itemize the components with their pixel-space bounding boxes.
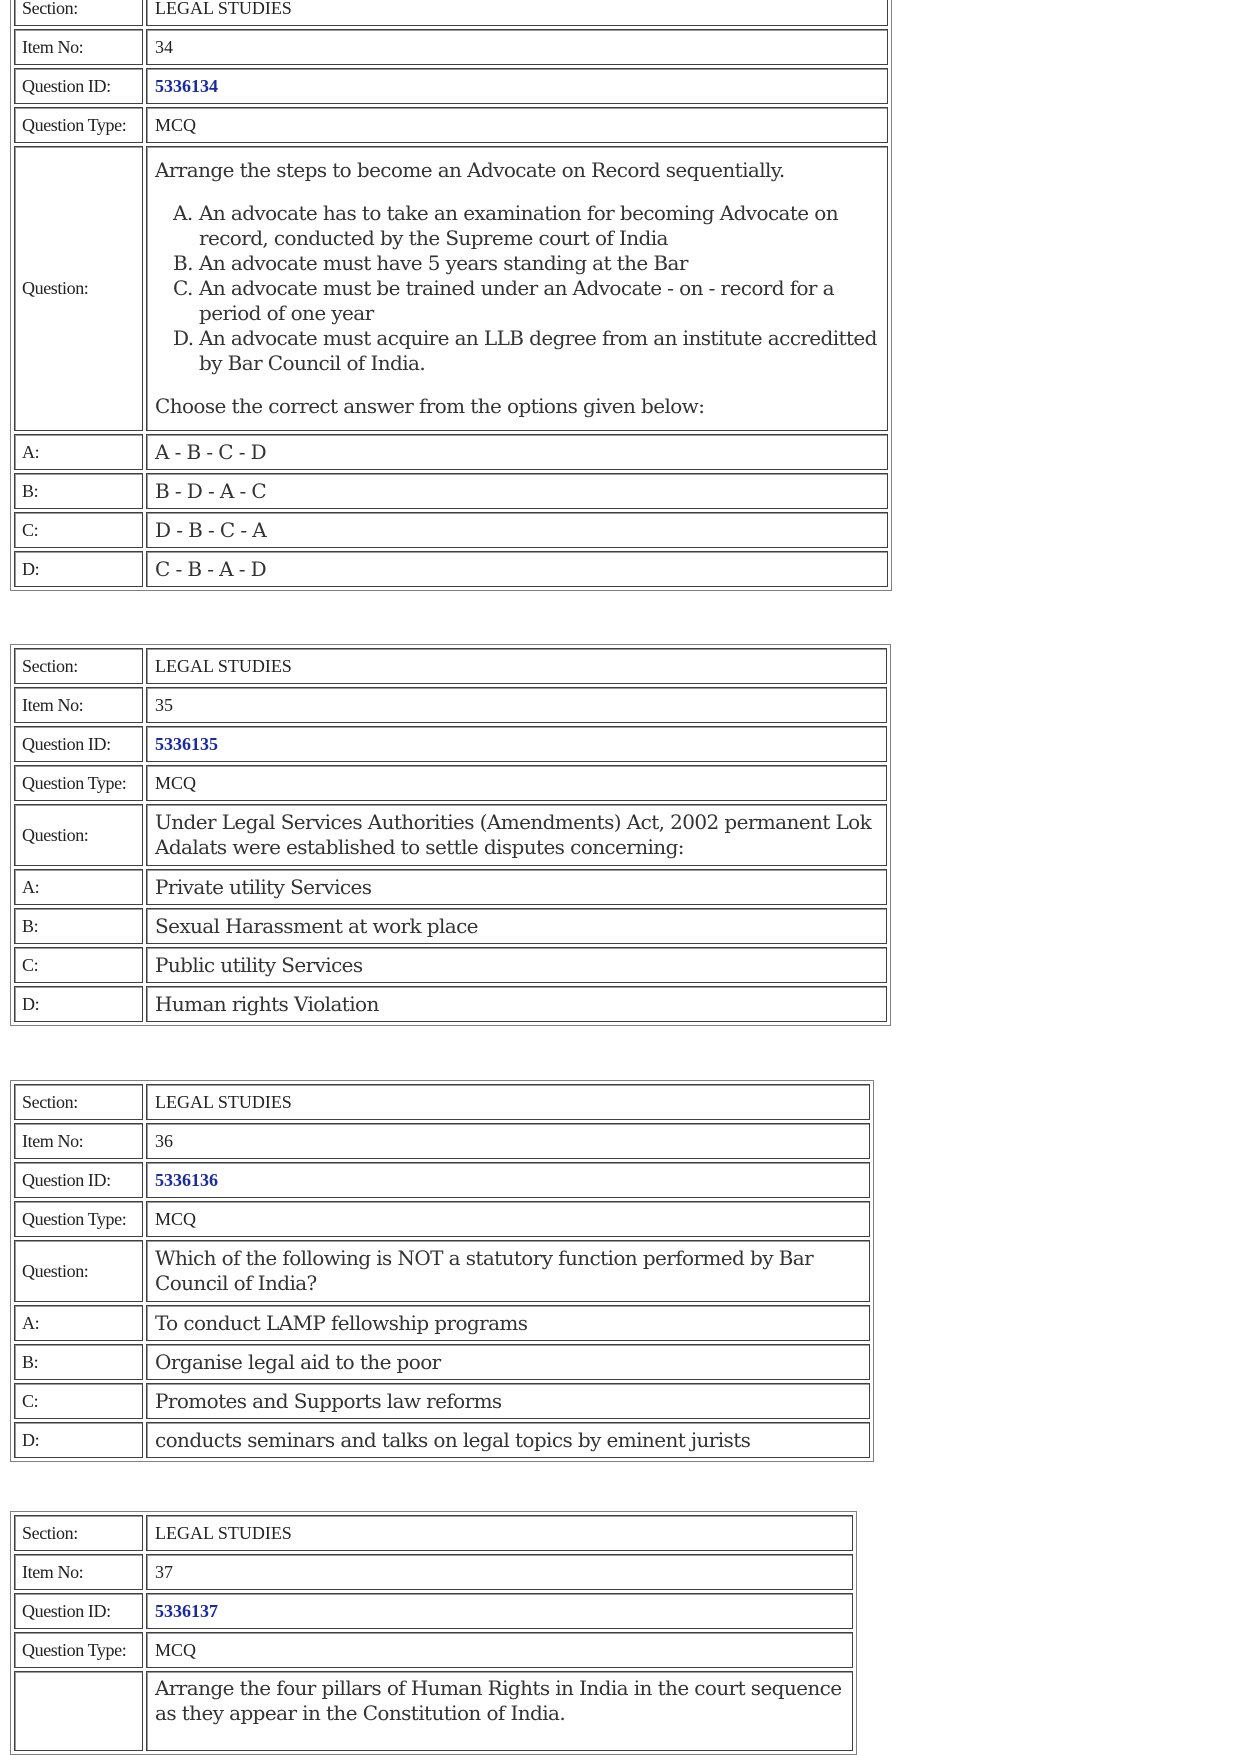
- question-row: [14, 146, 888, 431]
- question-id-label: Question ID:: [14, 1162, 143, 1198]
- option-b-label: B:: [14, 473, 143, 509]
- option-row-b: [14, 908, 887, 944]
- section-value: LEGAL STUDIES: [146, 648, 887, 684]
- question-type-label: Question Type:: [14, 765, 143, 801]
- item-no-row: [14, 687, 887, 723]
- option-row-b: [14, 1344, 870, 1380]
- question-type-value: MCQ: [146, 107, 888, 143]
- option-c-text: Promotes and Supports law reforms: [146, 1383, 870, 1419]
- section-row: [14, 0, 888, 26]
- question-text: Arrange the four pillars of Human Rights in India in the court sequence as they appear in the Constitution of India.: [146, 1671, 853, 1751]
- option-row-c: [14, 512, 888, 548]
- option-d-text: conducts seminars and talks on legal topics by eminent jurists: [146, 1422, 870, 1458]
- question-id-cell: [146, 1593, 853, 1629]
- item-no-value: 34: [146, 29, 888, 65]
- option-b-text: Sexual Harassment at work place: [146, 908, 887, 944]
- list-item: A. An advocate has to take an examination for becoming Advocate on record, conducted by the Supreme court of India: [173, 201, 839, 250]
- item-no-value: 35: [146, 687, 887, 723]
- question-id-value: 5336137: [155, 1600, 218, 1621]
- question-label-cell: [14, 1671, 143, 1751]
- section-label: Section:: [14, 1084, 143, 1120]
- section-value: LEGAL STUDIES: [146, 1084, 870, 1120]
- question-type-label: Question Type:: [14, 107, 143, 143]
- question-block-35: [10, 644, 891, 1026]
- option-c-text: D - B - C - A: [146, 512, 888, 548]
- question-block-34: [10, 0, 892, 591]
- question-id-value: 5336135: [155, 733, 218, 754]
- question-row: [14, 1671, 853, 1751]
- option-c-label: C:: [14, 512, 143, 548]
- question-id-row: [14, 1593, 853, 1629]
- item-no-label: Item No:: [14, 29, 143, 65]
- question-type-value: MCQ: [146, 1201, 870, 1237]
- question-block-36: [10, 1080, 874, 1462]
- option-row-d: [14, 551, 888, 587]
- option-d-text: Human rights Violation: [146, 986, 887, 1022]
- section-label: Section:: [14, 0, 143, 26]
- item-no-label: Item No:: [14, 1554, 143, 1590]
- question-id-label: Question ID:: [14, 1593, 143, 1629]
- statement-list: [155, 201, 879, 376]
- question-text: [146, 146, 888, 431]
- option-b-label: B:: [14, 1344, 143, 1380]
- item-no-label: Item No:: [14, 1123, 143, 1159]
- option-c-label: C:: [14, 1383, 143, 1419]
- question-text: Which of the following is NOT a statutory function performed by Bar Council of India?: [146, 1240, 870, 1302]
- option-row-a: [14, 434, 888, 470]
- question-id-row: [14, 68, 888, 104]
- item-no-row: [14, 29, 888, 65]
- question-id-cell: [146, 726, 887, 762]
- question-type-value: MCQ: [146, 1632, 853, 1668]
- question-type-value: MCQ: [146, 765, 887, 801]
- section-label: Section:: [14, 1515, 143, 1551]
- section-row: [14, 1084, 870, 1120]
- option-c-label: C:: [14, 947, 143, 983]
- question-text: Under Legal Services Authorities (Amendments) Act, 2002 permanent Lok Adalats were established to settle disputes concerning:: [146, 804, 887, 866]
- section-value: LEGAL STUDIES: [146, 1515, 853, 1551]
- list-item: B. An advocate must have 5 years standing at the Bar: [173, 251, 688, 275]
- list-item: C. An advocate must be trained under an Advocate - on - record for a period of one year: [173, 276, 834, 325]
- option-a-label: A:: [14, 434, 143, 470]
- question-type-row: [14, 1632, 853, 1668]
- option-b-text: Organise legal aid to the poor: [146, 1344, 870, 1380]
- question-id-cell: [146, 68, 888, 104]
- question-label: Question:: [14, 1240, 143, 1302]
- option-a-text: A - B - C - D: [146, 434, 888, 470]
- question-type-row: [14, 1201, 870, 1237]
- question-id-label: Question ID:: [14, 68, 143, 104]
- question-row: [14, 1240, 870, 1302]
- item-no-label: Item No:: [14, 687, 143, 723]
- question-outro: Choose the correct answer from the options given below:: [155, 394, 705, 418]
- option-d-label: D:: [14, 551, 143, 587]
- option-a-text: To conduct LAMP fellowship programs: [146, 1305, 870, 1341]
- option-a-label: A:: [14, 1305, 143, 1341]
- question-block-37: [10, 1511, 857, 1755]
- question-id-value: 5336136: [155, 1169, 218, 1190]
- question-type-row: [14, 107, 888, 143]
- item-no-row: [14, 1123, 870, 1159]
- question-type-row: [14, 765, 887, 801]
- question-id-value: 5336134: [155, 75, 218, 96]
- question-type-label: Question Type:: [14, 1632, 143, 1668]
- section-label: Section:: [14, 648, 143, 684]
- option-c-text: Public utility Services: [146, 947, 887, 983]
- option-row-c: [14, 1383, 870, 1419]
- question-id-row: [14, 1162, 870, 1198]
- option-row-b: [14, 473, 888, 509]
- option-row-d: [14, 1422, 870, 1458]
- list-item: D. An advocate must acquire an LLB degree from an institute accreditted by Bar Council of India.: [173, 326, 877, 375]
- question-label: Question:: [14, 804, 143, 866]
- option-d-label: D:: [14, 986, 143, 1022]
- question-row: [14, 804, 887, 866]
- option-row-d: [14, 986, 887, 1022]
- option-row-a: [14, 869, 887, 905]
- option-b-label: B:: [14, 908, 143, 944]
- item-no-value: 36: [146, 1123, 870, 1159]
- section-value: LEGAL STUDIES: [146, 0, 888, 26]
- option-a-text: Private utility Services: [146, 869, 887, 905]
- option-b-text: B - D - A - C: [146, 473, 888, 509]
- question-id-label: Question ID:: [14, 726, 143, 762]
- item-no-row: [14, 1554, 853, 1590]
- section-row: [14, 1515, 853, 1551]
- option-row-a: [14, 1305, 870, 1341]
- question-id-row: [14, 726, 887, 762]
- option-d-text: C - B - A - D: [146, 551, 888, 587]
- question-label: Question:: [14, 146, 143, 431]
- question-intro: Arrange the steps to become an Advocate on Record sequentially.: [155, 158, 785, 182]
- question-id-cell: [146, 1162, 870, 1198]
- option-a-label: A:: [14, 869, 143, 905]
- question-type-label: Question Type:: [14, 1201, 143, 1237]
- option-d-label: D:: [14, 1422, 143, 1458]
- option-row-c: [14, 947, 887, 983]
- item-no-value: 37: [146, 1554, 853, 1590]
- section-row: [14, 648, 887, 684]
